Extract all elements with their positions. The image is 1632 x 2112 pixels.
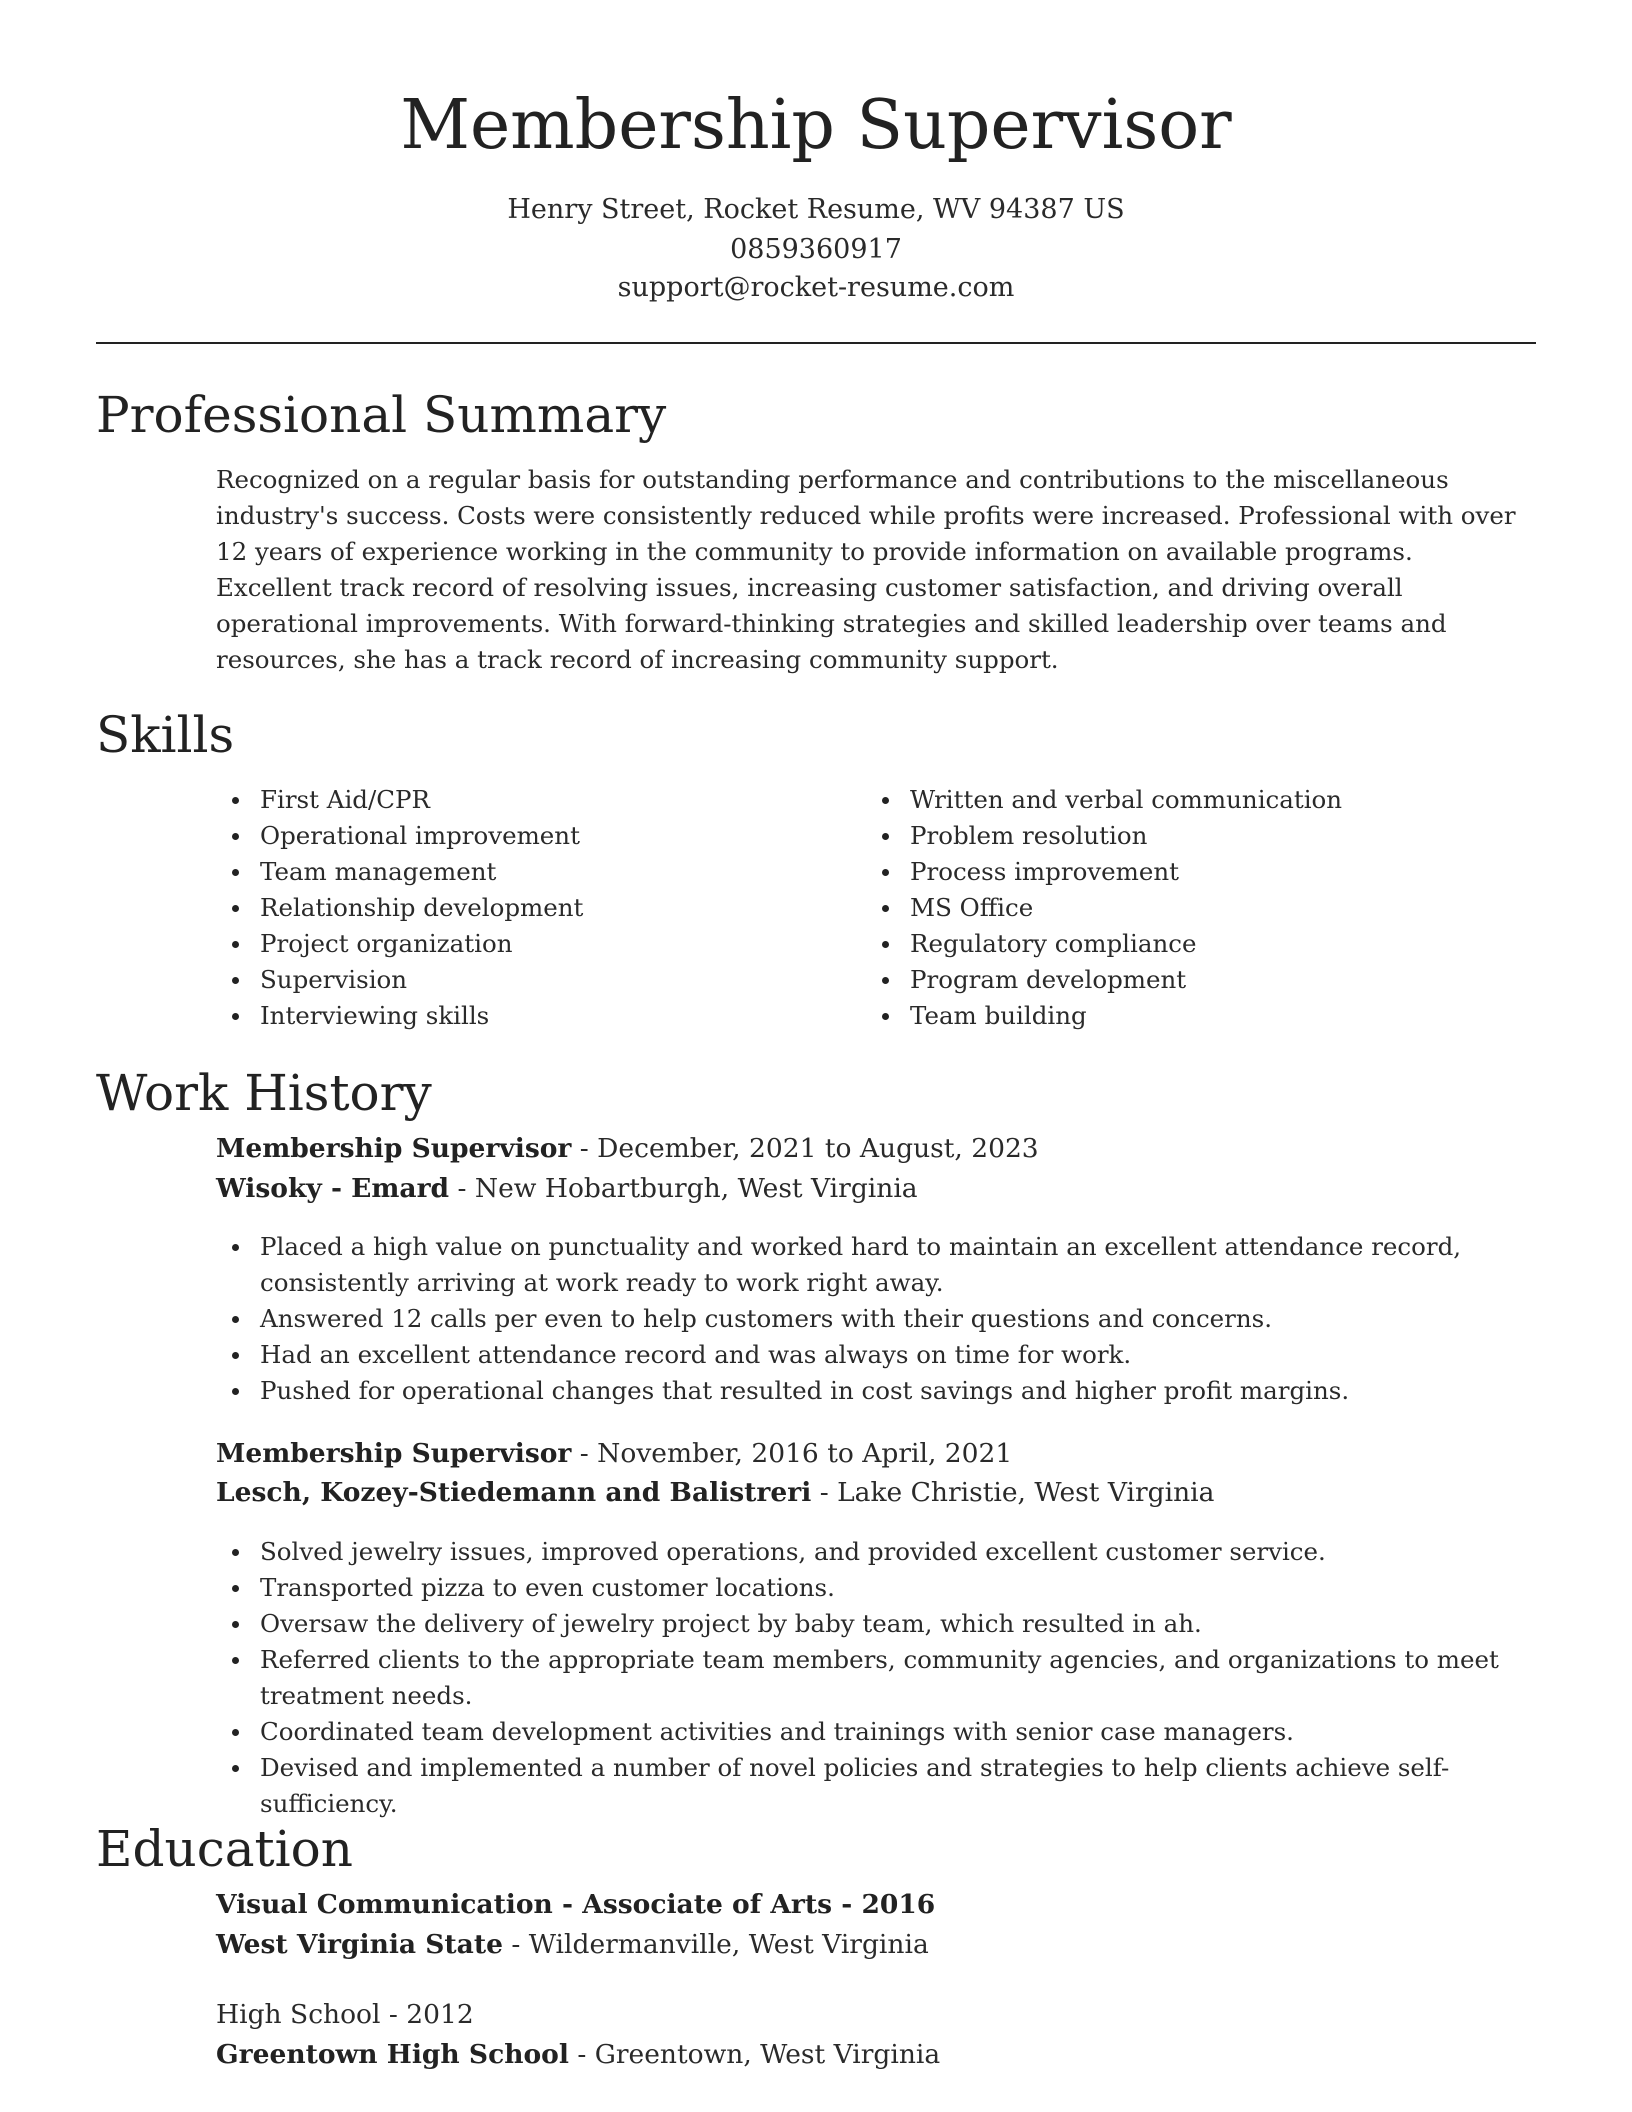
skills-heading: Skills (96, 706, 235, 764)
job-bullet: Had an excellent attendance record and was always on time for work. (216, 1337, 1536, 1373)
education-degree-line (216, 1995, 1536, 2035)
header-divider (96, 342, 1536, 344)
skill-item: Relationship development (216, 890, 816, 926)
job-bullet: Devised and implemented a number of novel policies and strategies to help clients achieve self-sufficiency. (216, 1750, 1536, 1822)
candidate-name: Membership Supervisor (400, 86, 1232, 165)
education-degree: High School - 2012 (216, 1999, 474, 2030)
education-school: West Virginia State (216, 1929, 503, 1960)
skill-item: Program development (866, 962, 1526, 998)
job-dates: - November, 2016 to April, 2021 (571, 1438, 1013, 1469)
job-dates: - December, 2021 to August, 2023 (571, 1133, 1039, 1164)
education-degree: Visual Communication - Associate of Arts - 2016 (216, 1889, 936, 1920)
skill-item: Regulatory compliance (866, 926, 1526, 962)
job-title: Membership Supervisor (216, 1133, 572, 1164)
job-title-line (216, 1434, 1536, 1474)
job-bullet: Referred clients to the appropriate team members, community agencies, and organizations to meet treatment needs. (216, 1642, 1536, 1714)
job-company-line (216, 1169, 1536, 1209)
job-company: Wisoky - Emard (216, 1173, 450, 1204)
skills-list-right (866, 782, 1526, 1034)
education-heading: Education (96, 1820, 353, 1878)
education-location: - Greentown, West Virginia (568, 2039, 941, 2070)
contact-address: Henry Street, Rocket Resume, WV 94387 US (507, 194, 1125, 225)
skill-item: Team management (216, 854, 816, 890)
skills-list-left (216, 782, 816, 1034)
work-history-heading: Work History (96, 1064, 432, 1122)
education-location: - Wildermanville, West Virginia (502, 1929, 929, 1960)
job-bullet: Transported pizza to even customer locations. (216, 1570, 1536, 1606)
skill-item: Problem resolution (866, 818, 1526, 854)
job-location: - New Hobartburgh, West Virginia (449, 1173, 918, 1204)
education-degree-line (216, 1885, 1536, 1925)
contact-phone: 0859360917 (730, 234, 902, 265)
job-bullets (216, 1534, 1536, 1822)
skill-item: First Aid/CPR (216, 782, 816, 818)
education-school: Greentown High School (216, 2039, 569, 2070)
education-school-line (216, 1925, 1536, 1965)
job-title: Membership Supervisor (216, 1438, 572, 1469)
skill-item: Team building (866, 998, 1526, 1034)
job-bullet: Oversaw the delivery of jewelry project by baby team, which resulted in ah. (216, 1606, 1536, 1642)
job-bullet: Solved jewelry issues, improved operations, and provided excellent customer service. (216, 1534, 1536, 1570)
job-title-line (216, 1129, 1536, 1169)
skill-item: Written and verbal communication (866, 782, 1526, 818)
skill-item: Operational improvement (216, 818, 816, 854)
summary-heading: Professional Summary (96, 386, 667, 444)
job-location: - Lake Christie, West Virginia (811, 1477, 1215, 1508)
skill-item: Supervision (216, 962, 816, 998)
job-bullet: Coordinated team development activities and trainings with senior case managers. (216, 1714, 1536, 1750)
skill-item: Interviewing skills (216, 998, 816, 1034)
job-bullet: Placed a high value on punctuality and worked hard to maintain an excellent attendance record, consistently arriving at work ready to work right away. (216, 1229, 1536, 1301)
summary-text: Recognized on a regular basis for outstanding performance and contributions to the miscellaneous industry's success. Costs were consistently reduced while profits were increased. Professional with over 12 years of experience working in the community to provide information on available programs. Excellent track record of resolving issues, increasing customer satisfaction, and driving overall operational improvements. With forward-thinking strategies and skilled leadership over teams and resources, she has a track record of increasing community support. (216, 465, 1516, 674)
job-bullet: Answered 12 calls per even to help customers with their questions and concerns. (216, 1301, 1536, 1337)
job-company-line (216, 1473, 1536, 1513)
education-school-line (216, 2035, 1536, 2075)
job-bullets (216, 1229, 1536, 1409)
skill-item: MS Office (866, 890, 1526, 926)
job-company: Lesch, Kozey-Stiedemann and Balistreri (216, 1477, 812, 1508)
contact-email: support@rocket-resume.com (617, 272, 1015, 303)
skill-item: Project organization (216, 926, 816, 962)
job-bullet: Pushed for operational changes that resulted in cost savings and higher profit margins. (216, 1373, 1536, 1409)
skill-item: Process improvement (866, 854, 1526, 890)
